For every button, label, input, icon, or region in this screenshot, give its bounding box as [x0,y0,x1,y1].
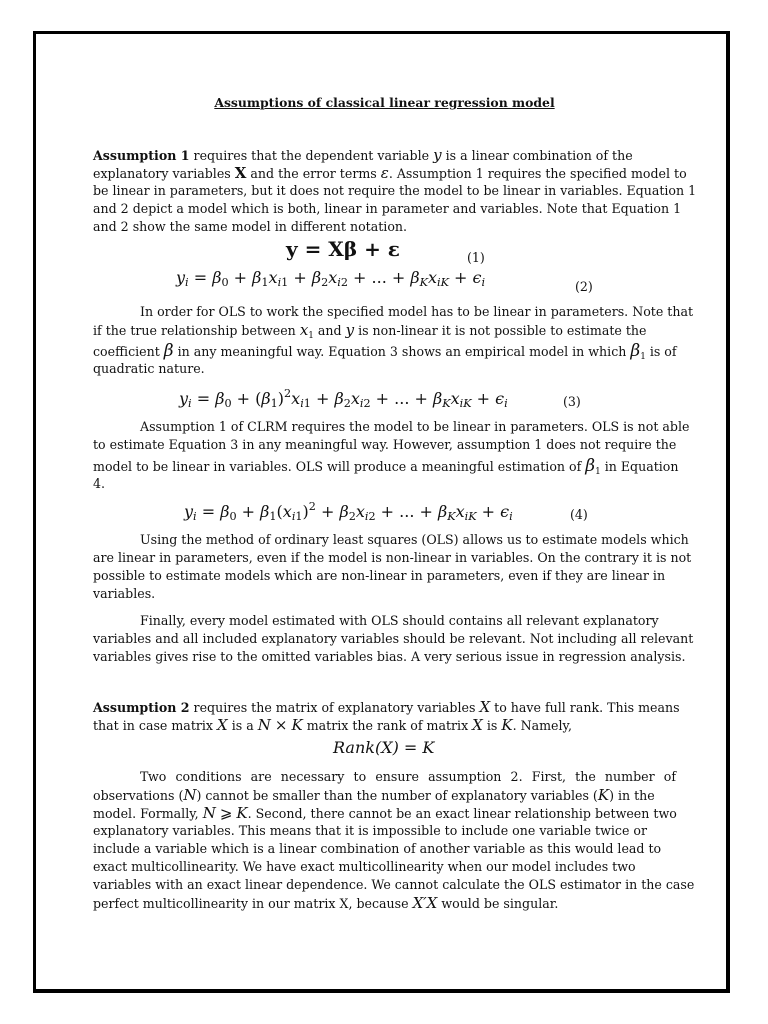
p2-line-2: if the true relationship between $x_1$ and y is non-linear it is not possible to estimate the [93,321,647,341]
equation-3-number: (3) [563,394,581,409]
p5-line-2: variables and all included explanatory variables should be relevant. Not including all relevant [93,631,694,646]
a1-line-1: Assumption 1 requires that the dependent variable y is a linear combination of the [93,146,633,164]
assumption-2-label: Assumption 2 [93,700,190,715]
equation-1: y = Xβ + ε [286,237,400,261]
a1-line-4: and 2 depict a model which is both, linear in parameter and variables. Note that Equation 1 [93,201,682,216]
p6-line-8: perfect multicollinearity in our matrix X, because X′X would be singular. [93,894,559,912]
p3-line-3: model to be linear in variables. OLS will produce a meaningful estimation of $\beta_1$ in Equation [93,456,679,477]
p4-line-2: are linear in parameters, even if the model is non-linear in variables. On the contrary it is not [93,550,692,565]
a1-line-2: explanatory variables X and the error terms ε. Assumption 1 requires the specified model to [93,164,687,182]
p2-line-3: coefficient β in any meaningful way. Equation 3 shows an empirical model in which $\beta_1$ is of [93,341,677,362]
p3-line-2: to estimate Equation 3 in any meaningful way. However, assumption 1 does not require the [93,437,677,452]
a2-line-1: Assumption 2 requires the matrix of explanatory variables X to have full rank. This means [93,698,680,716]
p6-line-6: exact multicollinearity. We have exact multicollinearity when our model includes two [93,859,636,874]
equation-3: $y_i = \beta_0 + (\beta_1)^2x_{i1} + \beta_2x_{i2}$ + ... + $\beta_Kx_{iK} + \epsilon_i$ [179,387,508,410]
p3-line-4: 4. [93,476,106,491]
equation-2: $y_i = \beta_0 + \beta_1x_{i1} + \beta_2x_{i2}$ + ... + $\beta_Kx_{iK} + \epsilon_i$ [176,268,486,289]
p6-line-1: Two conditions are necessary to ensure assumption 2. First, the number of [140,769,676,784]
equation-4-number: (4) [570,507,588,522]
p4-line-1: Using the method of ordinary least squares (OLS) allows us to estimate models which [140,532,689,547]
a2-line-2: that in case matrix X is a N × K matrix the rank of matrix X is K. Namely, [93,716,572,734]
p5-line-1: Finally, every model estimated with OLS should contains all relevant explanatory [140,613,659,628]
p3-line-1: Assumption 1 of CLRM requires the model to be linear in parameters. OLS is not able [140,419,690,434]
p2-line-4: quadratic nature. [93,361,205,376]
document-title: Assumptions of classical linear regression model [214,95,555,110]
equation-1-number: (1) [467,250,485,265]
p5-line-3: variables gives rise to the omitted variables bias. A very serious issue in regression analysis. [93,649,686,664]
p6-line-5: include a variable which is a linear combination of another variable as this would lead to [93,841,662,856]
equation-2-number: (2) [575,279,593,294]
rank-equation: Rank(X) = K [333,738,435,757]
p2-line-1: In order for OLS to work the specified model has to be linear in parameters. Note that [140,304,694,319]
a1-line-3: be linear in parameters, but it does not require the model to be linear in variables. Equation 1 [93,183,697,198]
equation-4: $y_i = \beta_0 + \beta_1(x_{i1})^2 + \beta_2x_{i2}$ + ... + $\beta_Kx_{iK} + \epsilon_i$ [184,500,513,523]
p6-line-4: explanatory variables. This means that it is impossible to include one variable twice or [93,823,648,838]
p4-line-3: possible to estimate models which are non-linear in parameters, even if they are linear in [93,568,666,583]
p6-line-3: model. Formally, N ⩾ K. Second, there cannot be an exact linear relationship between two [93,804,677,822]
p4-line-4: variables. [93,586,156,601]
assumption-1-label: Assumption 1 [93,148,190,163]
p6-line-7: variables with an exact linear dependence. We cannot calculate the OLS estimator in the case [93,877,695,892]
a1-line-5: and 2 show the same model in different notation. [93,219,408,234]
p6-line-2: observations (N) cannot be smaller than the number of explanatory variables (K) in the [93,786,655,804]
